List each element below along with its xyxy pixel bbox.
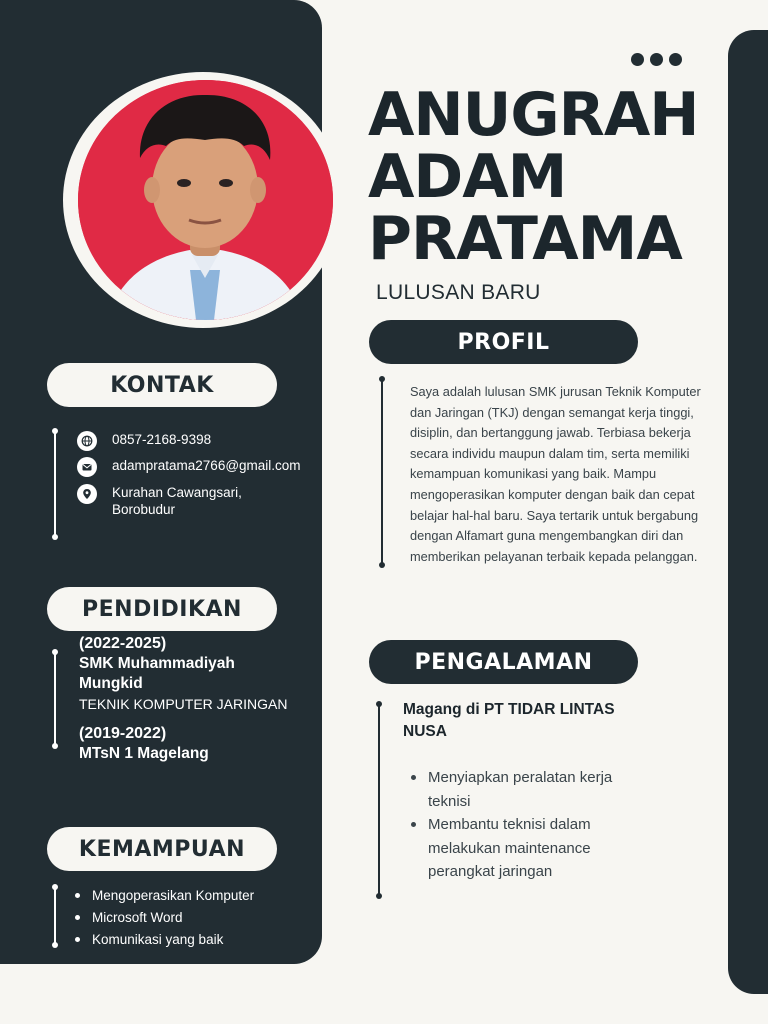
skills-heading: KEMAMPUAN	[47, 827, 277, 871]
education-major: TEKNIK KOMPUTER JARINGAN	[79, 696, 288, 712]
name-line: ADAM	[368, 142, 567, 212]
school-name: Mungkid	[79, 675, 143, 692]
duty-item: Menyiapkan peralatan kerja teknisi	[410, 766, 650, 813]
skill-item: Microsoft Word	[75, 906, 254, 928]
education-years: (2022-2025)	[79, 635, 167, 652]
job-subtitle: LULUSAN BARU	[376, 281, 541, 304]
skill-item: Mengoperasikan Komputer	[75, 884, 254, 906]
education-heading: PENDIDIKAN	[47, 587, 277, 631]
profile-heading: PROFIL	[369, 320, 638, 364]
mail-icon	[77, 457, 97, 477]
contact-email[interactable]	[77, 457, 301, 477]
full-name	[368, 80, 699, 274]
education-timeline	[54, 652, 56, 746]
duty-item: Membantu teknisi dalam melakukan maintenance perangkat jaringan	[410, 813, 650, 884]
contact-timeline	[54, 431, 56, 537]
school-name: SMK Muhammadiyah	[79, 655, 235, 672]
right-decorative-bar	[728, 30, 768, 994]
name-line: PRATAMA	[368, 204, 682, 274]
address-text: Kurahan Cawangsari, Borobudur	[112, 485, 242, 517]
email-address: adampratama2766@gmail.com	[112, 458, 301, 473]
education-years: (2019-2022)	[79, 725, 167, 742]
person-portrait-icon	[78, 80, 333, 320]
education-entry	[79, 634, 287, 714]
phone-number: 0857-2168-9398	[112, 432, 212, 447]
skills-timeline	[54, 887, 56, 945]
name-line: ANUGRAH	[368, 80, 699, 150]
profile-timeline	[381, 379, 383, 565]
profile-summary: Saya adalah lulusan SMK jurusan Teknik Komputer dan Jaringan (TKJ) dengan semangat kerja tinggi, disiplin, dan bertanggung jawab. Terbiasa bekerja secara individu maupun dalam tim, serta memiliki kemampuan komunikasi yang baik. Mampu mengoperasikan komputer dengan baik dan cepat belajar hal-hal baru. Saya tertarik untuk bergabung dengan Alfamart guna mengembangkan diri dan memberikan pelayanan terbaik kepada pelanggan.	[410, 384, 701, 564]
location-pin-icon	[77, 484, 97, 504]
profile-photo	[78, 80, 333, 320]
education-entry	[79, 724, 209, 764]
experience-heading: PENGALAMAN	[369, 640, 638, 684]
skill-item: Komunikasi yang baik	[75, 928, 254, 950]
contact-heading: KONTAK	[47, 363, 277, 407]
duties-list	[410, 766, 650, 884]
skills-list	[75, 884, 254, 950]
globe-icon	[77, 431, 97, 451]
job-title: Magang di PT TIDAR LINTAS NUSA	[403, 701, 615, 740]
school-name: MTsN 1 Magelang	[79, 745, 209, 762]
contact-phone[interactable]	[77, 431, 211, 451]
experience-timeline	[378, 704, 380, 896]
contact-address	[77, 484, 242, 518]
more-dots-icon	[631, 53, 682, 66]
